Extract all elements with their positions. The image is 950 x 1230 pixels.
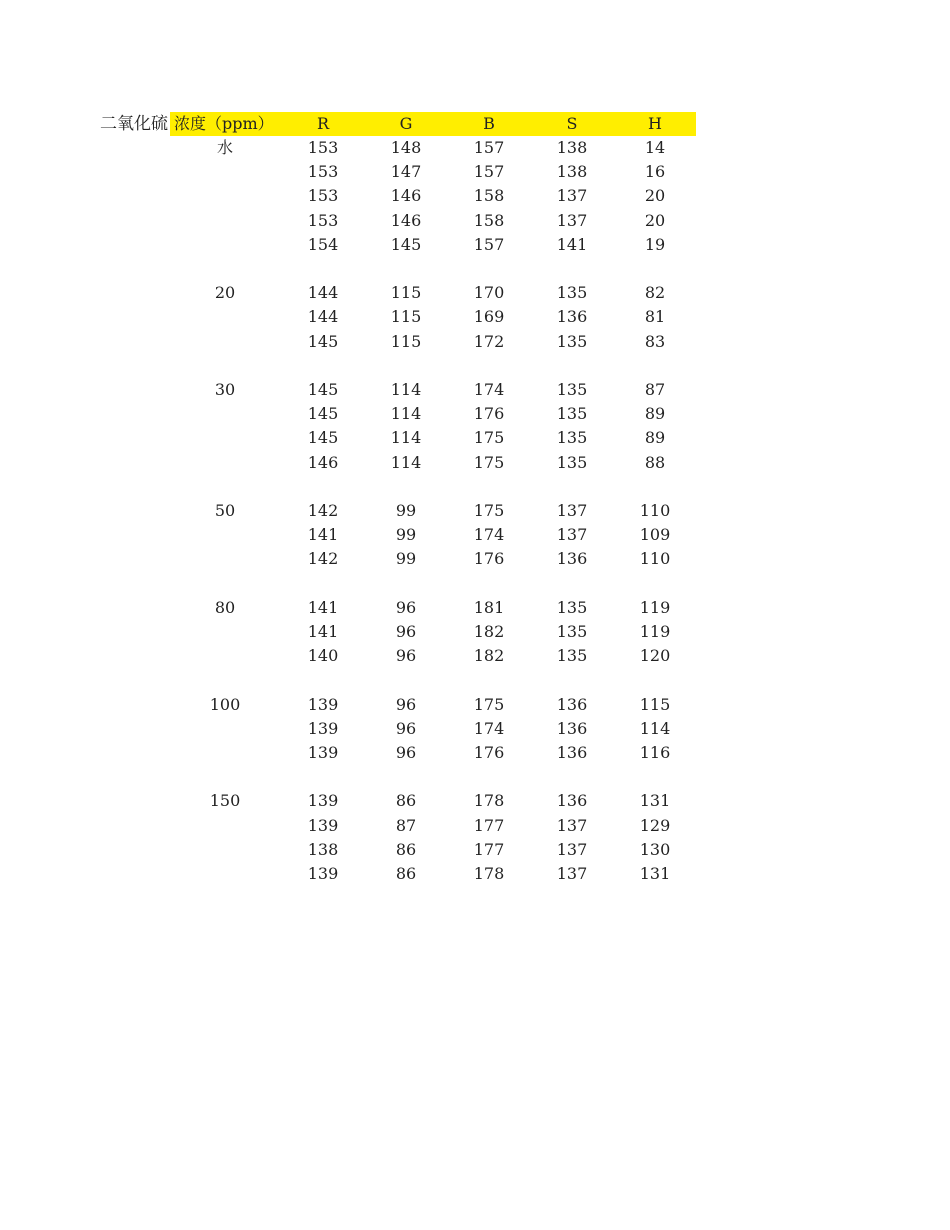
concentration-label: 30 — [214, 380, 236, 399]
cell-b: 174 — [473, 718, 505, 738]
cell-b: 172 — [473, 331, 505, 351]
cell-s: 137 — [556, 210, 588, 230]
cell-s: 137 — [556, 525, 588, 545]
header-h: H — [648, 114, 662, 133]
cell-b: 170 — [473, 283, 505, 303]
cell-r: 153 — [307, 138, 339, 157]
cell-g: 115 — [390, 283, 422, 303]
cell-s: 136 — [556, 307, 588, 327]
cell-r: 142 — [307, 501, 339, 520]
cell-b: 175 — [473, 428, 505, 448]
cell-s: 137 — [556, 864, 588, 883]
cell-s: 136 — [556, 718, 588, 738]
concentration-label: 50 — [214, 501, 236, 520]
cell-h: 81 — [644, 307, 666, 327]
cell-b: 158 — [473, 186, 505, 206]
cell-s: 135 — [556, 622, 588, 641]
cell-r: 141 — [307, 597, 339, 617]
cell-r: 141 — [307, 622, 339, 641]
cell-g: 99 — [395, 549, 417, 569]
header-b: B — [483, 114, 495, 133]
cell-g: 146 — [390, 186, 422, 206]
header-s: S — [566, 114, 578, 133]
cell-r: 141 — [307, 525, 339, 545]
cell-g: 96 — [395, 646, 417, 666]
cell-h: 129 — [639, 815, 671, 835]
concentration-label: 100 — [209, 694, 241, 714]
cell-b: 177 — [473, 815, 505, 835]
cell-s: 137 — [556, 839, 588, 859]
cell-g: 96 — [395, 694, 417, 714]
cell-b: 178 — [473, 864, 505, 883]
cell-h: 130 — [639, 839, 671, 859]
cell-h: 131 — [639, 791, 671, 811]
cell-r: 140 — [307, 646, 339, 666]
cell-b: 174 — [473, 525, 505, 545]
sheet-title: 二氧化硫 — [100, 114, 168, 134]
cell-b: 182 — [473, 646, 505, 666]
cell-b: 182 — [473, 622, 505, 641]
cell-g: 115 — [390, 307, 422, 327]
cell-s: 135 — [556, 452, 588, 472]
cell-s: 137 — [556, 501, 588, 520]
cell-s: 135 — [556, 404, 588, 424]
cell-b: 157 — [473, 138, 505, 157]
cell-s: 138 — [556, 138, 588, 157]
cell-g: 86 — [395, 791, 417, 811]
cell-h: 16 — [644, 162, 666, 182]
header-concentration: 浓度（ppm） — [174, 114, 274, 133]
cell-g: 114 — [390, 404, 422, 424]
cell-s: 137 — [556, 815, 588, 835]
cell-r: 145 — [307, 404, 339, 424]
cell-s: 135 — [556, 646, 588, 666]
cell-h: 88 — [644, 452, 666, 472]
cell-h: 20 — [644, 210, 666, 230]
cell-s: 136 — [556, 743, 588, 762]
cell-r: 139 — [307, 743, 339, 762]
header-g: G — [399, 114, 413, 133]
cell-r: 146 — [307, 452, 339, 472]
cell-g: 99 — [395, 501, 417, 520]
cell-r: 153 — [307, 162, 339, 182]
cell-b: 169 — [473, 307, 505, 327]
cell-g: 96 — [395, 743, 417, 762]
cell-g: 145 — [390, 234, 422, 254]
cell-h: 120 — [639, 646, 671, 666]
cell-h: 19 — [644, 234, 666, 254]
cell-h: 119 — [639, 622, 671, 641]
cell-s: 135 — [556, 428, 588, 448]
cell-g: 114 — [390, 380, 422, 399]
cell-h: 109 — [639, 525, 671, 545]
cell-s: 135 — [556, 380, 588, 399]
header-r: R — [316, 114, 330, 133]
cell-b: 175 — [473, 501, 505, 520]
concentration-label: 水 — [216, 138, 233, 157]
cell-r: 153 — [307, 210, 339, 230]
cell-s: 136 — [556, 694, 588, 714]
cell-r: 139 — [307, 718, 339, 738]
cell-b: 175 — [473, 452, 505, 472]
cell-s: 135 — [556, 331, 588, 351]
cell-g: 86 — [395, 839, 417, 859]
cell-b: 176 — [473, 404, 505, 424]
cell-b: 175 — [473, 694, 505, 714]
cell-g: 96 — [395, 718, 417, 738]
cell-b: 181 — [473, 597, 505, 617]
cell-h: 119 — [639, 597, 671, 617]
cell-g: 96 — [395, 622, 417, 641]
cell-r: 138 — [307, 839, 339, 859]
cell-h: 89 — [644, 428, 666, 448]
cell-h: 20 — [644, 186, 666, 206]
cell-h: 83 — [644, 331, 666, 351]
cell-h: 14 — [644, 138, 666, 157]
cell-s: 138 — [556, 162, 588, 182]
cell-g: 86 — [395, 864, 417, 883]
cell-r: 139 — [307, 791, 339, 811]
cell-s: 135 — [556, 283, 588, 303]
cell-b: 158 — [473, 210, 505, 230]
cell-r: 144 — [307, 307, 339, 327]
cell-g: 99 — [395, 525, 417, 545]
cell-h: 131 — [639, 864, 671, 883]
cell-g: 146 — [390, 210, 422, 230]
cell-s: 136 — [556, 791, 588, 811]
concentration-label: 20 — [214, 283, 236, 303]
concentration-label: 80 — [214, 597, 236, 617]
cell-s: 137 — [556, 186, 588, 206]
cell-r: 139 — [307, 864, 339, 883]
cell-h: 110 — [639, 501, 671, 520]
cell-g: 96 — [395, 597, 417, 617]
cell-h: 110 — [639, 549, 671, 569]
cell-r: 144 — [307, 283, 339, 303]
cell-s: 135 — [556, 597, 588, 617]
cell-s: 141 — [556, 234, 588, 254]
cell-r: 139 — [307, 815, 339, 835]
cell-r: 145 — [307, 331, 339, 351]
cell-r: 145 — [307, 428, 339, 448]
cell-r: 145 — [307, 380, 339, 399]
cell-r: 139 — [307, 694, 339, 714]
cell-b: 157 — [473, 162, 505, 182]
cell-b: 177 — [473, 839, 505, 859]
cell-g: 147 — [390, 162, 422, 182]
concentration-label: 150 — [209, 791, 241, 811]
cell-g: 114 — [390, 428, 422, 448]
cell-r: 154 — [307, 234, 339, 254]
cell-s: 136 — [556, 549, 588, 569]
cell-g: 114 — [390, 452, 422, 472]
cell-h: 116 — [639, 743, 671, 762]
cell-h: 115 — [639, 694, 671, 714]
cell-r: 153 — [307, 186, 339, 206]
cell-g: 87 — [395, 815, 417, 835]
cell-b: 176 — [473, 549, 505, 569]
cell-r: 142 — [307, 549, 339, 569]
cell-h: 87 — [644, 380, 666, 399]
cell-g: 115 — [390, 331, 422, 351]
cell-b: 178 — [473, 791, 505, 811]
cell-h: 89 — [644, 404, 666, 424]
cell-b: 174 — [473, 380, 505, 399]
cell-h: 82 — [644, 283, 666, 303]
cell-g: 148 — [390, 138, 422, 157]
cell-b: 176 — [473, 743, 505, 762]
cell-h: 114 — [639, 718, 671, 738]
cell-b: 157 — [473, 234, 505, 254]
